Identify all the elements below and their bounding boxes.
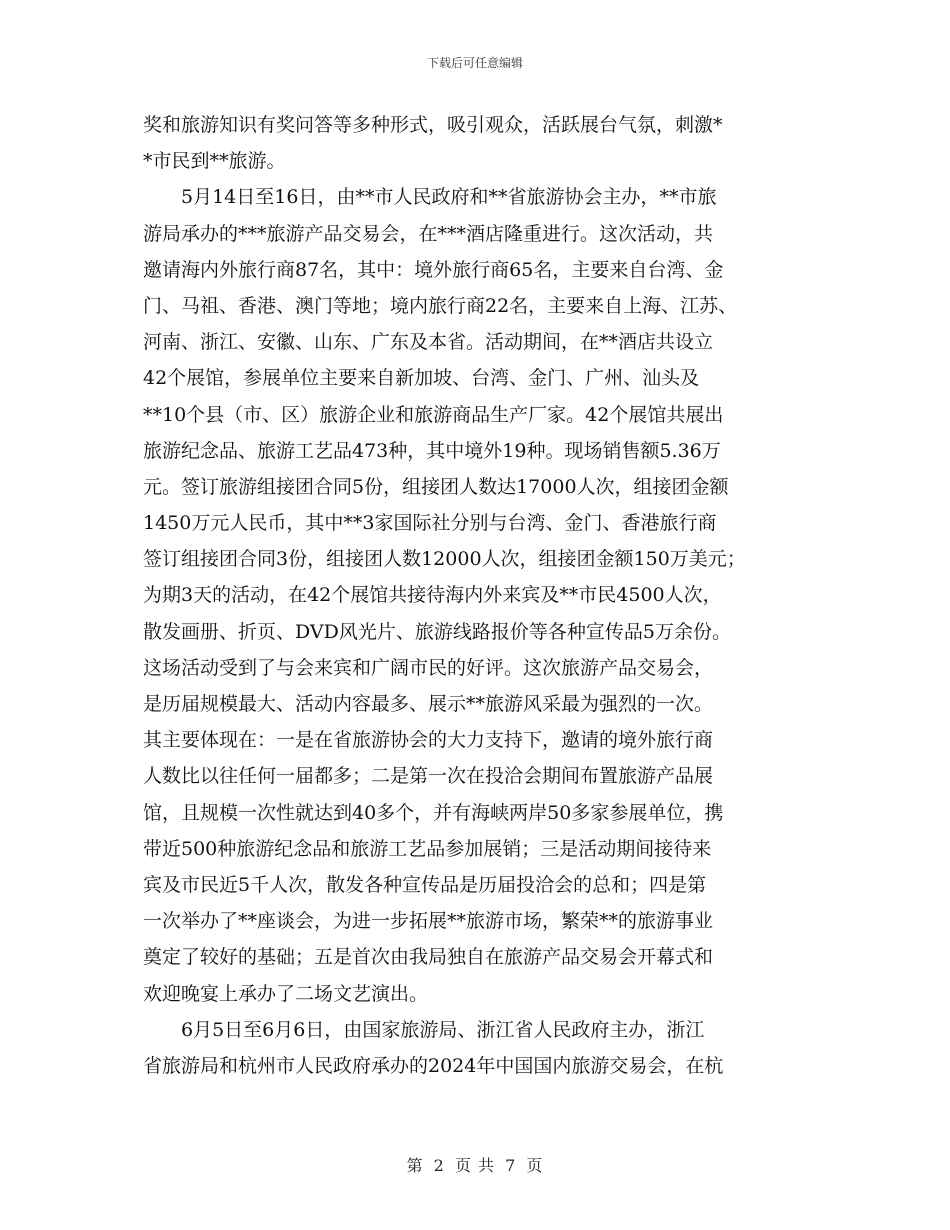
text-line: 宾及市民近5千人次，散发各种宣传品是历届投洽会的总和；四是第 bbox=[143, 873, 707, 896]
text-line: 1450万元人民币，其中**3家国际社分别与台湾、金门、香港旅行商 bbox=[143, 512, 717, 535]
text-line: 是历届规模最大、活动内容最多、展示**旅游风采最为强烈的一次。 bbox=[143, 693, 714, 715]
document-body bbox=[143, 107, 813, 1084]
text-line: 签订组接团合同3份，组接团人数12000人次，组接团金额150万美元； bbox=[143, 548, 746, 571]
text-line: 旅游纪念品、旅游工艺品473种，其中境外19种。现场销售额5.36万 bbox=[143, 439, 721, 462]
current-page-number: 2 bbox=[433, 1156, 445, 1175]
text-line: 馆，且规模一次性就达到40多个，并有海峡两岸50多家参展单位，携 bbox=[143, 801, 724, 824]
text-line: 河南、浙江、安徽、山东、广东及本省。活动期间，在**酒店共设立 bbox=[143, 331, 714, 354]
total-page-count: 7 bbox=[505, 1156, 517, 1175]
text-line: *市民到**旅游。 bbox=[143, 150, 286, 173]
footer-suffix: 页 bbox=[526, 1156, 544, 1175]
footer-middle: 页 共 bbox=[454, 1156, 496, 1175]
text-line: 奖和旅游知识有奖问答等多种形式，吸引观众，活跃展台气氛，刺激* bbox=[143, 114, 723, 136]
text-line: 省旅游局和杭州市人民政府承办的2024年中国国内旅游交易会，在杭 bbox=[143, 1054, 724, 1077]
page-footer bbox=[0, 1153, 950, 1176]
text-line: 一次举办了**座谈会，为进一步拓展**旅游市场，繁荣**的旅游事业 bbox=[143, 910, 714, 933]
text-line: 邀请海内外旅行商87名，其中：境外旅行商65名，主要来自台湾、金 bbox=[143, 258, 724, 281]
text-line: 欢迎晚宴上承办了二场文艺演出。 bbox=[143, 982, 429, 1005]
text-line: 42个展馆，参展单位主要来自新加坡、台湾、金门、广州、汕头及 bbox=[143, 367, 700, 390]
text-line: 5月14日至16日，由**市人民政府和**省旅游协会主办，**市旅 bbox=[143, 186, 717, 209]
text-line: 人数比以往任何一届都多；二是第一次在投洽会期间布置旅游产品展 bbox=[143, 765, 714, 788]
footer-prefix: 第 bbox=[406, 1156, 424, 1175]
text-line: 散发画册、折页、DVD风光片、旅游线路报价等各种宣传品5万余份。 bbox=[143, 620, 731, 643]
text-line: 这场活动受到了与会来宾和广阔市民的好评。这次旅游产品交易会， bbox=[143, 656, 714, 679]
text-line: 游局承办的***旅游产品交易会，在***酒店隆重进行。这次活动，共 bbox=[143, 222, 714, 245]
text-line: 门、马祖、香港、澳门等地；境内旅行商22名，主要来自上海、江苏、 bbox=[143, 294, 738, 317]
text-line: 6月5日至6月6日，由国家旅游局、浙江省人民政府主办，浙江 bbox=[143, 1018, 705, 1041]
text-line: **10个县（市、区）旅游企业和旅游商品生产厂家。42个展馆共展出 bbox=[143, 403, 724, 426]
text-line: 奠定了较好的基础；五是首次由我局独自在旅游产品交易会开幕式和 bbox=[143, 946, 714, 969]
text-line: 带近500种旅游纪念品和旅游工艺品参加展销；三是活动期间接待来 bbox=[143, 837, 712, 860]
text-line: 为期3天的活动，在42个展馆共接待海内外来宾及**市民4500人次， bbox=[143, 584, 722, 607]
text-line: 元。签订旅游组接团合同5份，组接团人数达17000人次，组接团金额 bbox=[143, 475, 729, 498]
page-header-note: 下载后可任意编辑 bbox=[426, 56, 523, 70]
text-line: 其主要体现在：一是在省旅游协会的大力支持下，邀请的境外旅行商 bbox=[143, 729, 714, 752]
